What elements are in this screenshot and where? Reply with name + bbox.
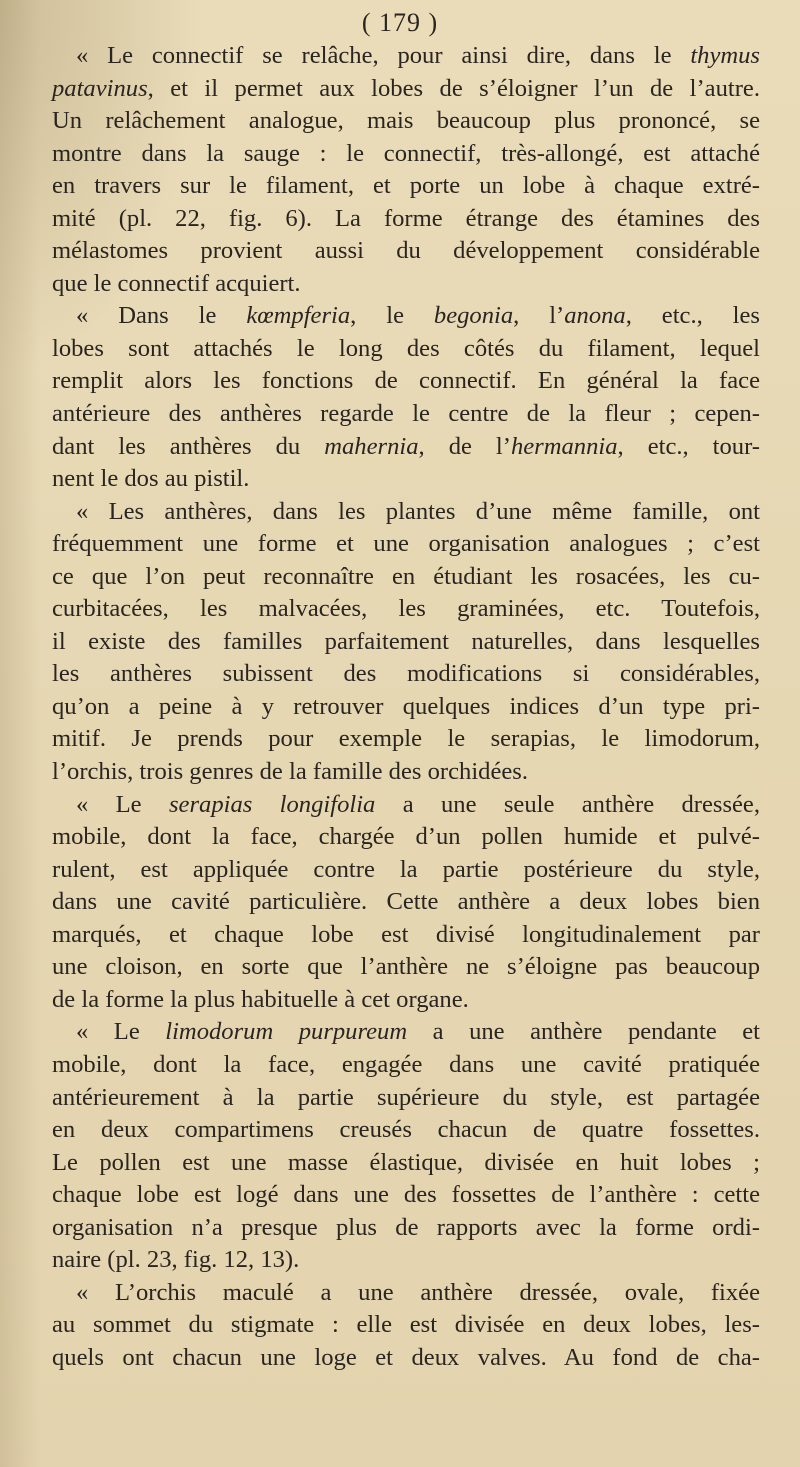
- text-run: nent le dos au pistil.: [52, 465, 250, 493]
- text-run: en travers sur le filament, et porte un lobe à chaque extré-: [52, 172, 760, 200]
- text-line: [52, 951, 760, 984]
- text-run: quels ont chacun une loge et deux valves. Au fond de cha-: [52, 1343, 760, 1371]
- text-run: , etc., les: [625, 302, 760, 330]
- text-line: [52, 919, 760, 952]
- text-line: [52, 1049, 760, 1082]
- italic-term: thymus: [690, 42, 760, 69]
- text-line: [52, 854, 760, 887]
- text-line: [52, 138, 760, 171]
- text-line: [52, 886, 760, 919]
- text-line: [52, 40, 760, 73]
- text-line: [52, 1179, 760, 1212]
- text-run: , et il permet aux lobes de s’éloigner l’un de l’autre.: [147, 74, 760, 102]
- text-run: « Le connectif se relâche, pour ainsi dire, dans le: [76, 42, 691, 69]
- italic-term: limodorum purpureum: [165, 1018, 408, 1046]
- italic-term: mahernia: [324, 432, 419, 460]
- text-run: a une seule anthère dressée,: [375, 790, 760, 818]
- italic-term: kœmpferia: [246, 302, 351, 330]
- text-run: , le: [350, 302, 434, 330]
- italic-term: anona: [564, 302, 626, 330]
- text-line: [52, 821, 760, 854]
- text-line: [52, 1147, 760, 1180]
- text-line: [52, 1277, 760, 1310]
- text-run: les anthères subissent des modifications si considérables,: [52, 660, 760, 688]
- text-run: Le pollen est une masse élastique, divisée en huit lobes ;: [52, 1148, 760, 1176]
- page-number: ( 179 ): [361, 8, 439, 37]
- text-line: [52, 723, 760, 756]
- text-run: organisation n’a presque plus de rapports avec la forme ordi-: [52, 1213, 760, 1241]
- italic-term: hermannia: [510, 432, 618, 460]
- text-run: mélastomes provient aussi du développement considérable: [52, 237, 760, 265]
- text-line: [52, 1309, 760, 1342]
- text-run: ce que l’on peut reconnaître en étudiant les rosacées, les cu-: [52, 562, 760, 590]
- text-line: [52, 626, 760, 659]
- text-run: remplit alors les fonctions de connectif. En général la face: [52, 367, 760, 395]
- text-line: [52, 398, 760, 431]
- text-line: [52, 333, 760, 366]
- text-line: [52, 268, 760, 301]
- text-run: curbitacées, les malvacées, les graminées, etc. Toutefois,: [52, 595, 760, 623]
- text-line: [52, 1244, 760, 1277]
- text-line: [52, 691, 760, 724]
- text-run: , l’: [513, 302, 565, 330]
- italic-term: begonia: [433, 302, 514, 330]
- text-line: [52, 1212, 760, 1245]
- text-line: [52, 203, 760, 236]
- text-run: naire (pl. 23, fig. 12, 13).: [52, 1246, 300, 1274]
- text-run: fréquemment une forme et une organisation analogues ; c’est: [52, 530, 760, 558]
- text-line: [52, 528, 760, 561]
- text-line: [52, 1016, 760, 1049]
- text-line: [52, 105, 760, 138]
- text-run: antérieure des anthères regarde le centre de la fleur ; cepen-: [52, 400, 760, 428]
- text-run: qu’on a peine à y retrouver quelques indices d’un type pri-: [52, 692, 760, 720]
- text-line: [52, 73, 760, 106]
- text-run: en deux compartimens creusés chacun de quatre fossettes.: [52, 1116, 760, 1144]
- text-run: dans une cavité particulière. Cette anthère a deux lobes bien: [52, 888, 760, 916]
- text-line: [52, 1082, 760, 1115]
- text-line: [52, 463, 760, 496]
- text-run: au sommet du stigmate : elle est divisée en deux lobes, les-: [52, 1311, 760, 1339]
- body-text: [52, 40, 760, 1374]
- text-line: [52, 593, 760, 626]
- text-line: [52, 984, 760, 1017]
- text-line: [52, 431, 760, 464]
- text-line: [52, 789, 760, 822]
- text-run: mité (pl. 22, fig. 6). La forme étrange des étamines des: [52, 204, 760, 232]
- text-run: que le connectif acquiert.: [52, 269, 301, 297]
- text-run: a une anthère pendante et: [407, 1018, 760, 1046]
- text-run: , etc., tour-: [617, 432, 760, 460]
- text-run: mitif. Je prends pour exemple le serapias, le limodorum,: [52, 725, 760, 753]
- text-run: lobes sont attachés le long des côtés du filament, lequel: [52, 334, 760, 362]
- text-run: montre dans la sauge : le connectif, très-allongé, est attaché: [52, 139, 760, 167]
- text-line: [52, 756, 760, 789]
- text-run: « L’orchis maculé a une anthère dressée, ovale, fixée: [76, 1278, 760, 1306]
- text-line: [52, 235, 760, 268]
- text-line: [52, 658, 760, 691]
- text-run: « Le: [76, 1018, 166, 1046]
- text-line: [52, 1342, 760, 1375]
- italic-term: serapias longifolia: [168, 790, 376, 818]
- text-line: [52, 496, 760, 529]
- text-run: Un relâchement analogue, mais beaucoup plus prononcé, se: [52, 107, 760, 135]
- text-run: l’orchis, trois genres de la famille des orchidées.: [52, 758, 528, 786]
- text-run: il existe des familles parfaitement naturelles, dans lesquelles: [52, 627, 760, 655]
- text-run: « Dans le: [76, 302, 247, 330]
- text-run: de la forme la plus habituelle à cet organe.: [52, 985, 469, 1013]
- text-run: marqués, et chaque lobe est divisé longitudinalement par: [52, 920, 760, 948]
- text-run: « Les anthères, dans les plantes d’une même famille, ont: [76, 497, 760, 525]
- text-run: , de l’: [418, 432, 511, 460]
- text-line: [52, 1114, 760, 1147]
- text-line: [52, 365, 760, 398]
- text-line: [52, 300, 760, 333]
- italic-term: patavinus: [52, 74, 148, 102]
- text-run: antérieurement à la partie supérieure du style, est partagée: [52, 1083, 760, 1111]
- text-line: [52, 561, 760, 594]
- text-run: chaque lobe est logé dans une des fossettes de l’anthère : cette: [52, 1181, 760, 1209]
- text-run: mobile, dont la face, chargée d’un pollen humide et pulvé-: [52, 823, 760, 851]
- text-run: dant les anthères du: [52, 432, 325, 460]
- text-run: mobile, dont la face, engagée dans une cavité pratiquée: [52, 1050, 760, 1078]
- text-run: rulent, est appliquée contre la partie postérieure du style,: [52, 855, 760, 883]
- text-line: [52, 170, 760, 203]
- text-run: « Le: [76, 790, 169, 818]
- text-run: une cloison, en sorte que l’anthère ne s’éloigne pas beaucoup: [52, 953, 760, 981]
